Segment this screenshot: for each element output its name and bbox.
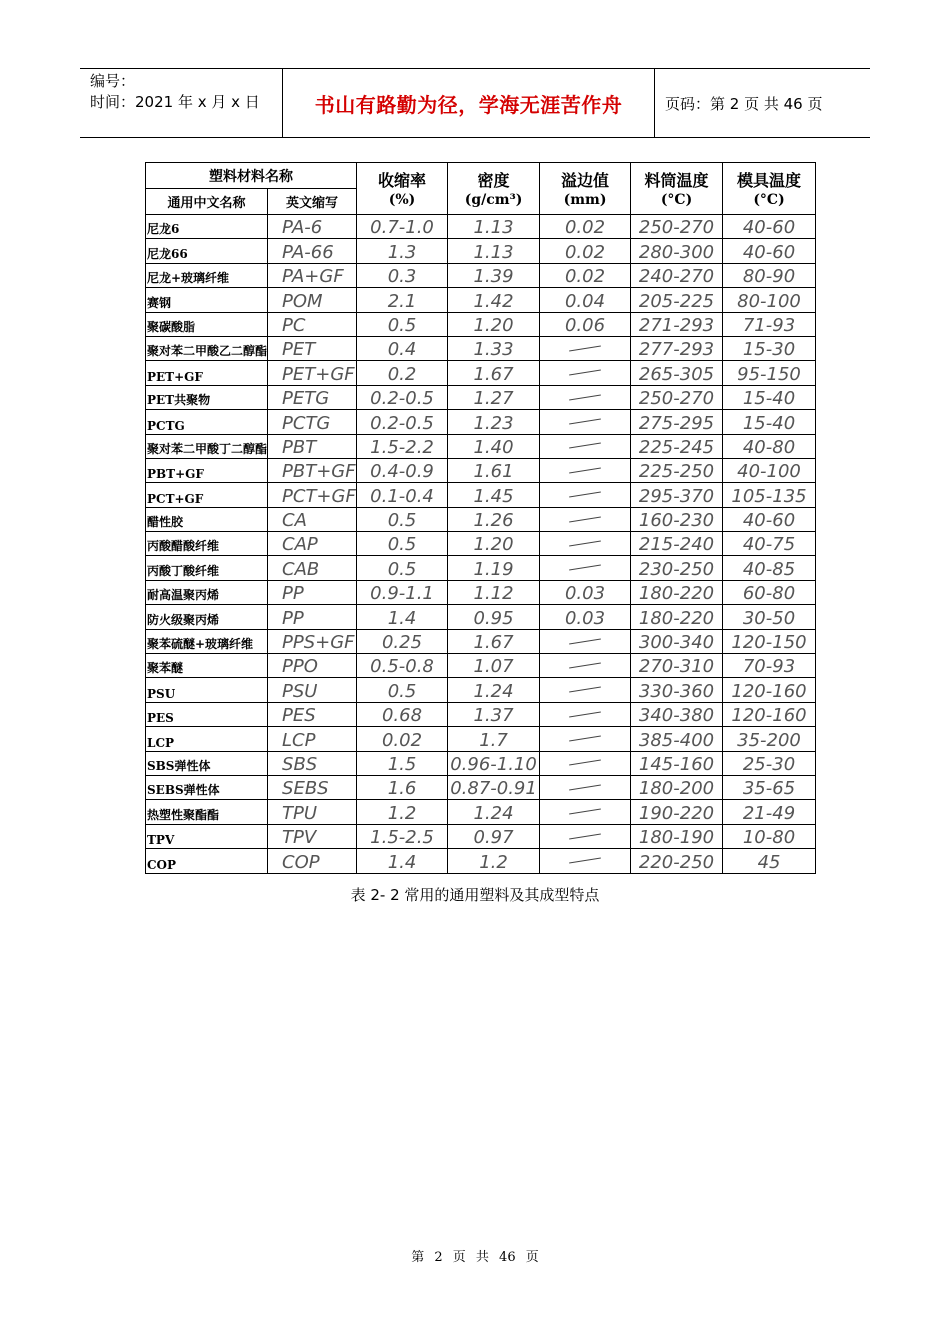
cell-shrink: 2.1 xyxy=(357,288,448,312)
cell-shrink: 0.1-0.4 xyxy=(357,483,448,507)
header-shrink xyxy=(357,163,448,215)
table-row xyxy=(146,215,816,239)
cell-barrel: 230-250 xyxy=(631,556,723,580)
cell-mold: 15-40 xyxy=(723,410,816,434)
cell-flash xyxy=(540,532,631,556)
cell-en: PA-6 xyxy=(268,215,357,239)
cell-cn: SEBS弹性体 xyxy=(146,775,268,799)
header-left xyxy=(80,69,282,137)
cell-density: 0.96-1.10 xyxy=(448,751,540,775)
cell-shrink: 1.3 xyxy=(357,239,448,263)
cell-flash xyxy=(540,385,631,409)
empty-dash xyxy=(569,809,601,815)
cell-flash xyxy=(540,361,631,385)
cell-shrink: 0.9-1.1 xyxy=(357,580,448,604)
cell-density: 1.40 xyxy=(448,434,540,458)
cell-density: 1.61 xyxy=(448,458,540,482)
cell-cn: 耐高温聚丙烯 xyxy=(146,580,268,604)
cell-en: SBS xyxy=(268,751,357,775)
cell-mold: 60-80 xyxy=(723,580,816,604)
table-row xyxy=(146,434,816,458)
cell-flash xyxy=(540,678,631,702)
table-row xyxy=(146,824,816,848)
cell-barrel: 225-245 xyxy=(631,434,723,458)
cell-cn: PSU xyxy=(146,678,268,702)
header-flash-label: 溢边值 xyxy=(561,170,610,190)
cell-barrel: 280-300 xyxy=(631,239,723,263)
cell-en: TPV xyxy=(268,824,357,848)
cell-en: PBT xyxy=(268,434,357,458)
cell-shrink: 0.3 xyxy=(357,263,448,287)
cell-en: CAP xyxy=(268,532,357,556)
cell-density: 1.13 xyxy=(448,215,540,239)
cell-mold: 80-100 xyxy=(723,288,816,312)
cell-shrink: 1.5-2.2 xyxy=(357,434,448,458)
header-en-abbr: 英文缩写 xyxy=(268,189,357,215)
cell-density: 1.2 xyxy=(448,849,540,873)
cell-en: PES xyxy=(268,702,357,726)
header-shrink-unit: (%) xyxy=(388,191,416,208)
cell-barrel: 295-370 xyxy=(631,483,723,507)
table-row xyxy=(146,263,816,287)
cell-en: CA xyxy=(268,507,357,531)
header-density xyxy=(448,163,540,215)
cell-cn: 聚碳酸脂 xyxy=(146,312,268,336)
cell-en: LCP xyxy=(268,727,357,751)
cell-cn: 聚苯醚 xyxy=(146,654,268,678)
table-row xyxy=(146,507,816,531)
header-mold xyxy=(723,163,816,215)
cell-shrink: 1.4 xyxy=(357,849,448,873)
cell-shrink: 0.5 xyxy=(357,312,448,336)
header-cn-name: 通用中文名称 xyxy=(146,189,268,215)
cell-mold: 40-60 xyxy=(723,507,816,531)
table-row xyxy=(146,458,816,482)
table-row xyxy=(146,751,816,775)
cell-barrel: 180-190 xyxy=(631,824,723,848)
empty-dash xyxy=(569,711,601,717)
cell-shrink: 0.5 xyxy=(357,556,448,580)
cell-shrink: 1.5-2.5 xyxy=(357,824,448,848)
cell-barrel: 160-230 xyxy=(631,507,723,531)
cell-flash: 0.06 xyxy=(540,312,631,336)
cell-en: CAB xyxy=(268,556,357,580)
cell-density: 1.20 xyxy=(448,532,540,556)
header-barrel-label: 料筒温度 xyxy=(644,170,709,190)
cell-mold: 80-90 xyxy=(723,263,816,287)
cell-flash xyxy=(540,824,631,848)
cell-en: PETG xyxy=(268,385,357,409)
cell-flash xyxy=(540,702,631,726)
cell-mold: 105-135 xyxy=(723,483,816,507)
cell-barrel: 271-293 xyxy=(631,312,723,336)
cell-mold: 40-85 xyxy=(723,556,816,580)
cell-en: PA+GF xyxy=(268,263,357,287)
cell-mold: 120-160 xyxy=(723,702,816,726)
cell-flash xyxy=(540,629,631,653)
cell-mold: 21-49 xyxy=(723,800,816,824)
cell-mold: 40-60 xyxy=(723,215,816,239)
cell-cn: 尼龙+玻璃纤维 xyxy=(146,263,268,287)
cell-density: 1.12 xyxy=(448,580,540,604)
cell-flash xyxy=(540,410,631,434)
cell-cn: PBT+GF xyxy=(146,458,268,482)
cell-mold: 40-100 xyxy=(723,458,816,482)
cell-en: PET+GF xyxy=(268,361,357,385)
table-caption: 表 2- 2 常用的通用塑料及其成型特点 xyxy=(350,886,600,904)
cell-mold: 120-150 xyxy=(723,629,816,653)
cell-flash xyxy=(540,483,631,507)
cell-cn: TPV xyxy=(146,824,268,848)
cell-density: 0.95 xyxy=(448,605,540,629)
cell-flash: 0.03 xyxy=(540,580,631,604)
cell-cn: 聚苯硫醚+玻璃纤维 xyxy=(146,629,268,653)
header-mold-unit: (°C) xyxy=(753,191,785,208)
cell-en: PA-66 xyxy=(268,239,357,263)
cell-cn: 聚对苯二甲酸丁二醇酯 xyxy=(146,434,268,458)
empty-dash xyxy=(569,492,601,498)
cell-en: COP xyxy=(268,849,357,873)
cell-density: 1.26 xyxy=(448,507,540,531)
cell-en: PCT+GF xyxy=(268,483,357,507)
cell-shrink: 0.02 xyxy=(357,727,448,751)
cell-density: 1.42 xyxy=(448,288,540,312)
table-row xyxy=(146,580,816,604)
cell-shrink: 0.68 xyxy=(357,702,448,726)
cell-flash xyxy=(540,849,631,873)
cell-barrel: 250-270 xyxy=(631,385,723,409)
cell-flash xyxy=(540,751,631,775)
cell-en: PET xyxy=(268,336,357,360)
cell-en: TPU xyxy=(268,800,357,824)
header-barrel-unit: (°C) xyxy=(660,191,693,208)
cell-barrel: 250-270 xyxy=(631,215,723,239)
cell-flash: 0.02 xyxy=(540,263,631,287)
table-row xyxy=(146,483,816,507)
header-barrel xyxy=(631,163,723,215)
cell-barrel: 190-220 xyxy=(631,800,723,824)
cell-cn: PCTG xyxy=(146,410,268,434)
cell-cn: 尼龙6 xyxy=(146,215,268,239)
empty-dash xyxy=(569,858,601,864)
header-mold-label: 模具温度 xyxy=(737,170,802,190)
cell-barrel: 180-220 xyxy=(631,605,723,629)
cell-mold: 35-200 xyxy=(723,727,816,751)
cell-barrel: 225-250 xyxy=(631,458,723,482)
cell-shrink: 1.4 xyxy=(357,605,448,629)
cell-flash xyxy=(540,556,631,580)
cell-mold: 71-93 xyxy=(723,312,816,336)
cell-mold: 25-30 xyxy=(723,751,816,775)
cell-barrel: 265-305 xyxy=(631,361,723,385)
cell-cn: 醋性胶 xyxy=(146,507,268,531)
cell-en: PC xyxy=(268,312,357,336)
cell-barrel: 145-160 xyxy=(631,751,723,775)
cell-en: PCTG xyxy=(268,410,357,434)
cell-flash xyxy=(540,727,631,751)
cell-mold: 15-40 xyxy=(723,385,816,409)
cell-barrel: 180-200 xyxy=(631,775,723,799)
cell-density: 1.33 xyxy=(448,336,540,360)
empty-dash xyxy=(569,394,601,400)
empty-dash xyxy=(569,662,601,668)
cell-barrel: 330-360 xyxy=(631,678,723,702)
empty-dash xyxy=(569,370,601,376)
cell-density: 1.37 xyxy=(448,702,540,726)
page-header xyxy=(80,68,870,138)
cell-flash xyxy=(540,336,631,360)
table-row xyxy=(146,361,816,385)
cell-cn: 丙酸丁酸纤维 xyxy=(146,556,268,580)
empty-dash xyxy=(569,784,601,790)
empty-dash xyxy=(569,687,601,693)
page-footer: 第 2 页 共 46 页 xyxy=(411,1250,539,1265)
cell-shrink: 0.5 xyxy=(357,507,448,531)
table-row xyxy=(146,336,816,360)
cell-density: 1.24 xyxy=(448,678,540,702)
cell-barrel: 205-225 xyxy=(631,288,723,312)
cell-cn: PET+GF xyxy=(146,361,268,385)
cell-flash xyxy=(540,434,631,458)
cell-barrel: 220-250 xyxy=(631,849,723,873)
cell-cn: 热塑性聚酯酯 xyxy=(146,800,268,824)
empty-dash xyxy=(569,833,601,839)
table-row xyxy=(146,605,816,629)
table-row xyxy=(146,678,816,702)
empty-dash xyxy=(569,516,601,522)
cell-barrel: 215-240 xyxy=(631,532,723,556)
empty-dash xyxy=(569,345,601,351)
cell-mold: 10-80 xyxy=(723,824,816,848)
table-row xyxy=(146,288,816,312)
cell-shrink: 0.25 xyxy=(357,629,448,653)
cell-density: 1.27 xyxy=(448,385,540,409)
cell-density: 1.19 xyxy=(448,556,540,580)
code-label: 编号： xyxy=(90,72,136,90)
cell-en: POM xyxy=(268,288,357,312)
table-header-row-1 xyxy=(146,163,816,189)
cell-flash: 0.02 xyxy=(540,215,631,239)
table-row xyxy=(146,556,816,580)
table-row xyxy=(146,629,816,653)
cell-shrink: 0.5 xyxy=(357,532,448,556)
cell-cn: SBS弹性体 xyxy=(146,751,268,775)
empty-dash xyxy=(569,565,601,571)
cell-barrel: 277-293 xyxy=(631,336,723,360)
cell-density: 1.39 xyxy=(448,263,540,287)
cell-density: 1.45 xyxy=(448,483,540,507)
header-flash-unit: (mm) xyxy=(563,191,607,208)
cell-flash: 0.04 xyxy=(540,288,631,312)
header-page-number: 页码：第 2 页 共 46 页 xyxy=(665,94,823,113)
cell-shrink: 0.4 xyxy=(357,336,448,360)
cell-shrink: 1.6 xyxy=(357,775,448,799)
cell-cn: PCT+GF xyxy=(146,483,268,507)
plastics-table xyxy=(145,162,816,874)
cell-shrink: 1.2 xyxy=(357,800,448,824)
table-row xyxy=(146,532,816,556)
cell-cn: 赛钢 xyxy=(146,288,268,312)
table-row xyxy=(146,849,816,873)
cell-shrink: 0.4-0.9 xyxy=(357,458,448,482)
cell-barrel: 180-220 xyxy=(631,580,723,604)
table-row xyxy=(146,385,816,409)
empty-dash xyxy=(569,443,601,449)
table-row xyxy=(146,702,816,726)
cell-mold: 40-60 xyxy=(723,239,816,263)
header-density-label: 密度 xyxy=(477,170,510,190)
cell-flash xyxy=(540,507,631,531)
cell-density: 1.23 xyxy=(448,410,540,434)
empty-dash xyxy=(569,467,601,473)
cell-mold: 45 xyxy=(723,849,816,873)
cell-mold: 40-75 xyxy=(723,532,816,556)
cell-mold: 35-65 xyxy=(723,775,816,799)
table-row xyxy=(146,654,816,678)
cell-shrink: 0.2-0.5 xyxy=(357,410,448,434)
cell-barrel: 275-295 xyxy=(631,410,723,434)
empty-dash xyxy=(569,736,601,742)
header-motto: 书山有路勤为径，学海无涯苦作舟 xyxy=(282,69,655,137)
table-row xyxy=(146,410,816,434)
cell-cn: 丙酸醋酸纤维 xyxy=(146,532,268,556)
date-text: 时间：2021 年 x 月 x 日 xyxy=(90,93,260,111)
cell-en: PSU xyxy=(268,678,357,702)
empty-dash xyxy=(569,760,601,766)
cell-cn: PET共聚物 xyxy=(146,385,268,409)
cell-density: 0.87-0.91 xyxy=(448,775,540,799)
table-row xyxy=(146,727,816,751)
header-density-unit: (g/cm³) xyxy=(464,191,523,208)
table-row xyxy=(146,775,816,799)
cell-cn: PES xyxy=(146,702,268,726)
table-row xyxy=(146,239,816,263)
cell-mold: 95-150 xyxy=(723,361,816,385)
cell-flash xyxy=(540,458,631,482)
cell-flash: 0.03 xyxy=(540,605,631,629)
cell-en: PBT+GF xyxy=(268,458,357,482)
cell-flash xyxy=(540,654,631,678)
cell-mold: 40-80 xyxy=(723,434,816,458)
cell-flash xyxy=(540,800,631,824)
cell-en: SEBS xyxy=(268,775,357,799)
cell-barrel: 270-310 xyxy=(631,654,723,678)
cell-density: 1.7 xyxy=(448,727,540,751)
cell-flash: 0.02 xyxy=(540,239,631,263)
table-row xyxy=(146,312,816,336)
cell-cn: 尼龙66 xyxy=(146,239,268,263)
cell-mold: 70-93 xyxy=(723,654,816,678)
cell-cn: LCP xyxy=(146,727,268,751)
cell-shrink: 1.5 xyxy=(357,751,448,775)
header-flash xyxy=(540,163,631,215)
empty-dash xyxy=(569,638,601,644)
cell-density: 0.97 xyxy=(448,824,540,848)
cell-cn: 防火级聚丙烯 xyxy=(146,605,268,629)
cell-mold: 15-30 xyxy=(723,336,816,360)
cell-density: 1.24 xyxy=(448,800,540,824)
cell-en: PP xyxy=(268,605,357,629)
cell-shrink: 0.2-0.5 xyxy=(357,385,448,409)
cell-shrink: 0.2 xyxy=(357,361,448,385)
cell-barrel: 385-400 xyxy=(631,727,723,751)
cell-en: PPS+GF xyxy=(268,629,357,653)
cell-cn: 聚对苯二甲酸乙二醇酯 xyxy=(146,336,268,360)
table-row xyxy=(146,800,816,824)
group-header: 塑料材料名称 xyxy=(146,163,357,189)
cell-barrel: 340-380 xyxy=(631,702,723,726)
cell-shrink: 0.7-1.0 xyxy=(357,215,448,239)
cell-barrel: 240-270 xyxy=(631,263,723,287)
cell-density: 1.67 xyxy=(448,629,540,653)
cell-density: 1.07 xyxy=(448,654,540,678)
cell-shrink: 0.5-0.8 xyxy=(357,654,448,678)
cell-density: 1.20 xyxy=(448,312,540,336)
cell-cn: COP xyxy=(146,849,268,873)
cell-en: PPO xyxy=(268,654,357,678)
cell-en: PP xyxy=(268,580,357,604)
header-shrink-label: 收缩率 xyxy=(378,170,427,190)
cell-density: 1.67 xyxy=(448,361,540,385)
cell-mold: 30-50 xyxy=(723,605,816,629)
cell-barrel: 300-340 xyxy=(631,629,723,653)
cell-density: 1.13 xyxy=(448,239,540,263)
empty-dash xyxy=(569,540,601,546)
empty-dash xyxy=(569,419,601,425)
cell-mold: 120-160 xyxy=(723,678,816,702)
cell-shrink: 0.5 xyxy=(357,678,448,702)
cell-flash xyxy=(540,775,631,799)
